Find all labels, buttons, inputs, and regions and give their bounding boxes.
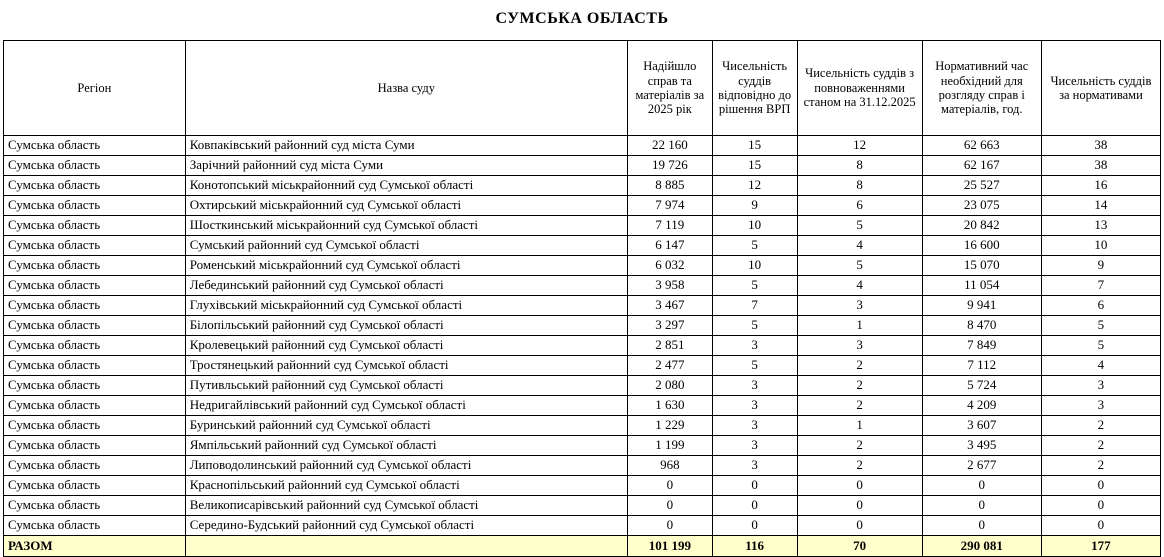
judges-normative-cell: 2 bbox=[1041, 436, 1160, 456]
table-header bbox=[4, 41, 1161, 136]
region-cell: Сумська область bbox=[4, 356, 186, 376]
cases-received-cell: 7 974 bbox=[627, 196, 712, 216]
court-name-cell: Охтирський міськрайонний суд Сумської області bbox=[185, 196, 627, 216]
region-cell: Сумська область bbox=[4, 516, 186, 536]
judges-powers-cell: 4 bbox=[797, 236, 922, 256]
court-name-cell: Лебединський районний суд Сумської області bbox=[185, 276, 627, 296]
cases-received-cell: 6 147 bbox=[627, 236, 712, 256]
courts-table bbox=[3, 40, 1161, 557]
judges-powers-cell: 2 bbox=[797, 356, 922, 376]
normative-time-cell: 62 167 bbox=[922, 156, 1041, 176]
judges-powers-cell: 1 bbox=[797, 416, 922, 436]
table-row bbox=[4, 276, 1161, 296]
region-cell: Сумська область bbox=[4, 296, 186, 316]
judges-powers-cell: 4 bbox=[797, 276, 922, 296]
judges-normative-cell: 13 bbox=[1041, 216, 1160, 236]
judges-vrp-cell: 10 bbox=[712, 256, 797, 276]
header-judges-powers: Чисельність суддів з повноваженнями станом на 31.12.2025 bbox=[797, 41, 922, 136]
table-row bbox=[4, 516, 1161, 536]
region-cell: Сумська область bbox=[4, 276, 186, 296]
total-judges-powers: 70 bbox=[797, 536, 922, 557]
table-row bbox=[4, 436, 1161, 456]
normative-time-cell: 62 663 bbox=[922, 136, 1041, 156]
table-row bbox=[4, 176, 1161, 196]
normative-time-cell: 3 495 bbox=[922, 436, 1041, 456]
cases-received-cell: 19 726 bbox=[627, 156, 712, 176]
judges-normative-cell: 7 bbox=[1041, 276, 1160, 296]
region-cell: Сумська область bbox=[4, 316, 186, 336]
region-cell: Сумська область bbox=[4, 456, 186, 476]
total-label: РАЗОМ bbox=[4, 536, 186, 557]
judges-powers-cell: 2 bbox=[797, 456, 922, 476]
table-row bbox=[4, 236, 1161, 256]
judges-normative-cell: 10 bbox=[1041, 236, 1160, 256]
total-normative-time: 290 081 bbox=[922, 536, 1041, 557]
region-cell: Сумська область bbox=[4, 216, 186, 236]
judges-normative-cell: 0 bbox=[1041, 496, 1160, 516]
court-name-cell: Краснопільський районний суд Сумської області bbox=[185, 476, 627, 496]
judges-normative-cell: 5 bbox=[1041, 336, 1160, 356]
page-title: СУМСЬКА ОБЛАСТЬ bbox=[495, 10, 669, 27]
judges-normative-cell: 2 bbox=[1041, 456, 1160, 476]
cases-received-cell: 22 160 bbox=[627, 136, 712, 156]
normative-time-cell: 3 607 bbox=[922, 416, 1041, 436]
judges-powers-cell: 2 bbox=[797, 396, 922, 416]
judges-powers-cell: 2 bbox=[797, 436, 922, 456]
judges-normative-cell: 3 bbox=[1041, 396, 1160, 416]
judges-normative-cell: 5 bbox=[1041, 316, 1160, 336]
cases-received-cell: 3 958 bbox=[627, 276, 712, 296]
normative-time-cell: 2 677 bbox=[922, 456, 1041, 476]
judges-powers-cell: 0 bbox=[797, 516, 922, 536]
judges-powers-cell: 5 bbox=[797, 216, 922, 236]
judges-normative-cell: 2 bbox=[1041, 416, 1160, 436]
total-cases-received: 101 199 bbox=[627, 536, 712, 557]
judges-vrp-cell: 5 bbox=[712, 356, 797, 376]
judges-vrp-cell: 3 bbox=[712, 436, 797, 456]
region-cell: Сумська область bbox=[4, 196, 186, 216]
judges-normative-cell: 38 bbox=[1041, 156, 1160, 176]
region-cell: Сумська область bbox=[4, 476, 186, 496]
court-name-cell: Тростянецький районний суд Сумської області bbox=[185, 356, 627, 376]
court-name-cell: Недригайлівський районний суд Сумської області bbox=[185, 396, 627, 416]
cases-received-cell: 2 851 bbox=[627, 336, 712, 356]
judges-vrp-cell: 5 bbox=[712, 276, 797, 296]
judges-vrp-cell: 0 bbox=[712, 496, 797, 516]
cases-received-cell: 7 119 bbox=[627, 216, 712, 236]
court-name-cell: Глухівський міськрайонний суд Сумської області bbox=[185, 296, 627, 316]
court-name-cell: Шосткинський міськрайонний суд Сумської області bbox=[185, 216, 627, 236]
table-row bbox=[4, 296, 1161, 316]
judges-vrp-cell: 15 bbox=[712, 136, 797, 156]
judges-vrp-cell: 3 bbox=[712, 396, 797, 416]
judges-powers-cell: 8 bbox=[797, 176, 922, 196]
court-name-cell: Ковпаківський районний суд міста Суми bbox=[185, 136, 627, 156]
normative-time-cell: 16 600 bbox=[922, 236, 1041, 256]
judges-vrp-cell: 3 bbox=[712, 336, 797, 356]
region-cell: Сумська область bbox=[4, 436, 186, 456]
judges-vrp-cell: 3 bbox=[712, 416, 797, 436]
region-cell: Сумська область bbox=[4, 176, 186, 196]
judges-vrp-cell: 3 bbox=[712, 376, 797, 396]
header-region: Регіон bbox=[4, 41, 186, 136]
region-cell: Сумська область bbox=[4, 396, 186, 416]
normative-time-cell: 8 470 bbox=[922, 316, 1041, 336]
court-name-cell: Буринський районний суд Сумської області bbox=[185, 416, 627, 436]
table-footer bbox=[4, 536, 1161, 557]
judges-vrp-cell: 9 bbox=[712, 196, 797, 216]
normative-time-cell: 9 941 bbox=[922, 296, 1041, 316]
court-name-cell: Великописарівський районний суд Сумської області bbox=[185, 496, 627, 516]
judges-normative-cell: 0 bbox=[1041, 476, 1160, 496]
cases-received-cell: 2 477 bbox=[627, 356, 712, 376]
cases-received-cell: 2 080 bbox=[627, 376, 712, 396]
judges-vrp-cell: 10 bbox=[712, 216, 797, 236]
judges-powers-cell: 1 bbox=[797, 316, 922, 336]
judges-normative-cell: 0 bbox=[1041, 516, 1160, 536]
table-body bbox=[4, 136, 1161, 536]
judges-normative-cell: 38 bbox=[1041, 136, 1160, 156]
normative-time-cell: 7 849 bbox=[922, 336, 1041, 356]
court-name-cell: Середино-Будський районний суд Сумської області bbox=[185, 516, 627, 536]
court-name-cell: Роменський міськрайонний суд Сумської області bbox=[185, 256, 627, 276]
normative-time-cell: 15 070 bbox=[922, 256, 1041, 276]
cases-received-cell: 1 630 bbox=[627, 396, 712, 416]
region-cell: Сумська область bbox=[4, 376, 186, 396]
table-row bbox=[4, 416, 1161, 436]
judges-powers-cell: 3 bbox=[797, 336, 922, 356]
table-row bbox=[4, 156, 1161, 176]
table-row bbox=[4, 316, 1161, 336]
cases-received-cell: 0 bbox=[627, 476, 712, 496]
judges-vrp-cell: 15 bbox=[712, 156, 797, 176]
normative-time-cell: 4 209 bbox=[922, 396, 1041, 416]
judges-normative-cell: 3 bbox=[1041, 376, 1160, 396]
court-name-cell: Білопільський районний суд Сумської області bbox=[185, 316, 627, 336]
judges-vrp-cell: 5 bbox=[712, 236, 797, 256]
table-row bbox=[4, 376, 1161, 396]
judges-normative-cell: 6 bbox=[1041, 296, 1160, 316]
header-row bbox=[4, 41, 1161, 136]
region-cell: Сумська область bbox=[4, 156, 186, 176]
table-row bbox=[4, 136, 1161, 156]
judges-powers-cell: 8 bbox=[797, 156, 922, 176]
header-judges-vrp: Чисельність суддів відповідно до рішення ВРП bbox=[712, 41, 797, 136]
court-name-cell: Липоводолинський районний суд Сумської області bbox=[185, 456, 627, 476]
cases-received-cell: 0 bbox=[627, 496, 712, 516]
court-name-cell: Ямпільський районний суд Сумської області bbox=[185, 436, 627, 456]
table-row bbox=[4, 196, 1161, 216]
table-row bbox=[4, 336, 1161, 356]
cases-received-cell: 3 297 bbox=[627, 316, 712, 336]
judges-vrp-cell: 7 bbox=[712, 296, 797, 316]
judges-powers-cell: 5 bbox=[797, 256, 922, 276]
table-row bbox=[4, 356, 1161, 376]
court-name-cell: Зарічний районний суд міста Суми bbox=[185, 156, 627, 176]
cases-received-cell: 8 885 bbox=[627, 176, 712, 196]
region-cell: Сумська область bbox=[4, 496, 186, 516]
normative-time-cell: 23 075 bbox=[922, 196, 1041, 216]
normative-time-cell: 11 054 bbox=[922, 276, 1041, 296]
cases-received-cell: 1 229 bbox=[627, 416, 712, 436]
normative-time-cell: 0 bbox=[922, 496, 1041, 516]
cases-received-cell: 1 199 bbox=[627, 436, 712, 456]
judges-powers-cell: 0 bbox=[797, 476, 922, 496]
judges-normative-cell: 16 bbox=[1041, 176, 1160, 196]
table-row bbox=[4, 256, 1161, 276]
judges-powers-cell: 3 bbox=[797, 296, 922, 316]
judges-vrp-cell: 0 bbox=[712, 516, 797, 536]
judges-normative-cell: 14 bbox=[1041, 196, 1160, 216]
normative-time-cell: 25 527 bbox=[922, 176, 1041, 196]
judges-powers-cell: 12 bbox=[797, 136, 922, 156]
region-cell: Сумська область bbox=[4, 136, 186, 156]
court-name-cell: Конотопський міськрайонний суд Сумської області bbox=[185, 176, 627, 196]
table-row bbox=[4, 216, 1161, 236]
cases-received-cell: 3 467 bbox=[627, 296, 712, 316]
total-row bbox=[4, 536, 1161, 557]
table-row bbox=[4, 456, 1161, 476]
normative-time-cell: 0 bbox=[922, 516, 1041, 536]
region-cell: Сумська область bbox=[4, 256, 186, 276]
table-row bbox=[4, 396, 1161, 416]
judges-powers-cell: 2 bbox=[797, 376, 922, 396]
cases-received-cell: 0 bbox=[627, 516, 712, 536]
judges-vrp-cell: 3 bbox=[712, 456, 797, 476]
total-judges-normative: 177 bbox=[1041, 536, 1160, 557]
judges-vrp-cell: 5 bbox=[712, 316, 797, 336]
header-judges-normative: Чисельність суддів за нормативами bbox=[1041, 41, 1160, 136]
cases-received-cell: 6 032 bbox=[627, 256, 712, 276]
table-row bbox=[4, 476, 1161, 496]
judges-powers-cell: 0 bbox=[797, 496, 922, 516]
header-court-name: Назва суду bbox=[185, 41, 627, 136]
cases-received-cell: 968 bbox=[627, 456, 712, 476]
normative-time-cell: 7 112 bbox=[922, 356, 1041, 376]
court-name-cell: Сумський районний суд Сумської області bbox=[185, 236, 627, 256]
normative-time-cell: 0 bbox=[922, 476, 1041, 496]
header-normative-time: Нормативний час необхідний для розгляду справ і матеріалів, год. bbox=[922, 41, 1041, 136]
total-judges-vrp: 116 bbox=[712, 536, 797, 557]
region-cell: Сумська область bbox=[4, 336, 186, 356]
table-row bbox=[4, 496, 1161, 516]
court-name-cell: Кролевецький районний суд Сумської області bbox=[185, 336, 627, 356]
court-name-cell: Путивльський районний суд Сумської області bbox=[185, 376, 627, 396]
normative-time-cell: 20 842 bbox=[922, 216, 1041, 236]
judges-vrp-cell: 12 bbox=[712, 176, 797, 196]
region-cell: Сумська область bbox=[4, 416, 186, 436]
judges-powers-cell: 6 bbox=[797, 196, 922, 216]
judges-normative-cell: 4 bbox=[1041, 356, 1160, 376]
judges-normative-cell: 9 bbox=[1041, 256, 1160, 276]
total-court-empty bbox=[185, 536, 627, 557]
header-cases-received: Надійшло справ та матеріалів за 2025 рік bbox=[627, 41, 712, 136]
judges-vrp-cell: 0 bbox=[712, 476, 797, 496]
region-cell: Сумська область bbox=[4, 236, 186, 256]
normative-time-cell: 5 724 bbox=[922, 376, 1041, 396]
